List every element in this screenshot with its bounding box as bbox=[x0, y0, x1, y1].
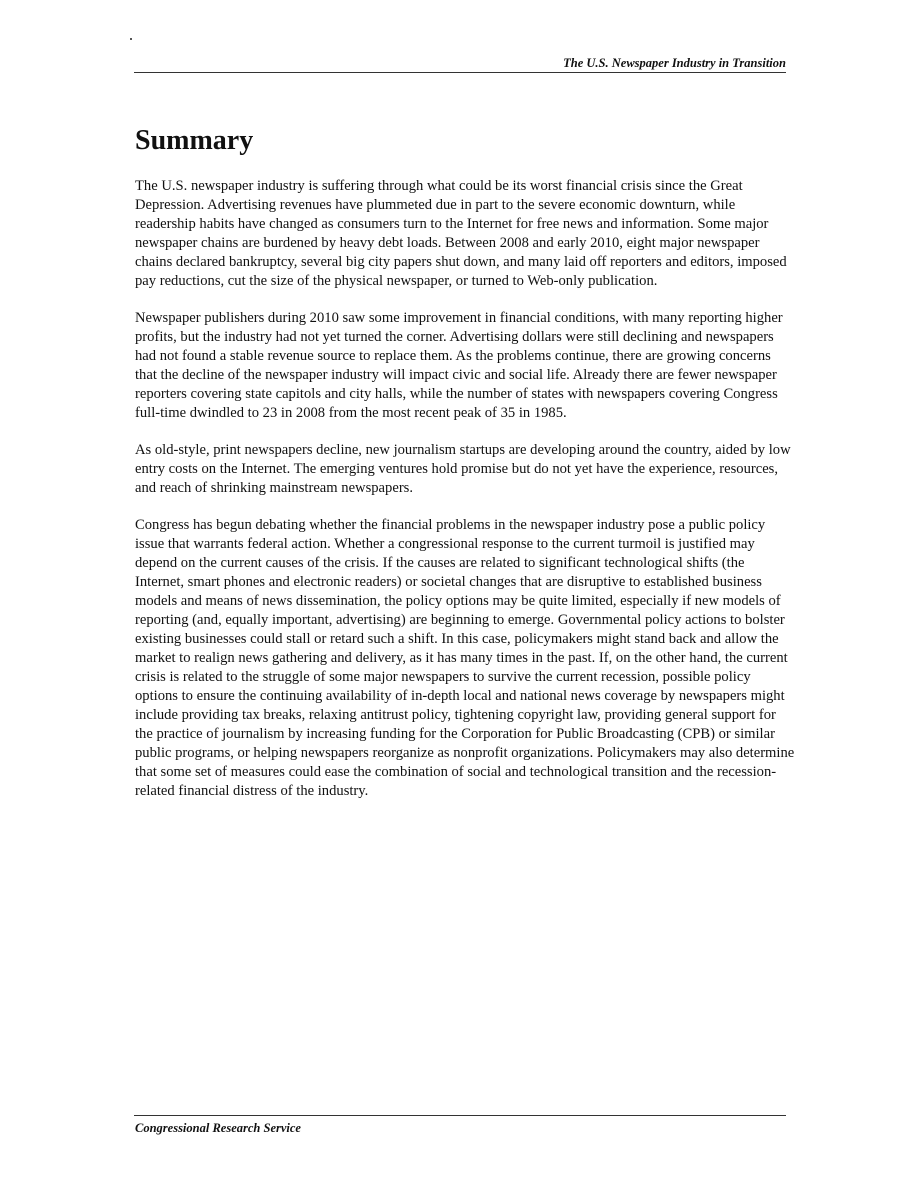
paragraph-2: Newspaper publishers during 2010 saw some improvement in financial conditions, with many reporting higher profits, but the industry had not yet turned the corner. Advertising dollars were still declining and newspapers had not found a stable revenue source to replace them. As the problems continue, there are growing concerns that the decline of the newspaper industry will impact civic and social life. Already there are fewer newspaper reporters covering state capitols and city halls, while the number of states with newspapers covering Congress full-time dwindled to 23 in 2008 from the most recent peak of 35 in 1985. bbox=[135, 310, 783, 421]
running-header: The U.S. Newspaper Industry in Transition bbox=[563, 56, 786, 70]
paragraph-3: As old-style, print newspapers decline, new journalism startups are developing around the country, aided by low entry costs on the Internet. The emerging ventures hold promise but do not yet have the experience, resources, and reach of shrinking mainstream newspapers. bbox=[135, 442, 791, 496]
header-dot-mark bbox=[130, 38, 132, 40]
header-rule bbox=[134, 72, 786, 73]
footer-organization: Congressional Research Service bbox=[135, 1121, 301, 1135]
paragraph-4: Congress has begun debating whether the financial problems in the newspaper industry pose a public policy issue that warrants federal action. Whether a congressional response to the current turmoil is justified may depend on the current causes of the crisis. If the causes are related to significant technological shifts (the Internet, smart phones and electronic readers) or societal changes that are disruptive to established business models and means of news dissemination, the policy options may be quite limited, especially if new models of reporting (and, equally important, advertising) are beginning to emerge. Governmental policy actions to bolster existing businesses could stall or retard such a shift. In this case, policymakers might stand back and allow the market to realign news gathering and delivery, as it has many times in the past. If, on the other hand, the current crisis is related to the struggle of some major newspapers to survive the current recession, possible policy options to ensure the continuing availability of in-depth local and national news coverage by newspapers might include providing tax breaks, relaxing antitrust policy, tightening copyright law, providing general support for the practice of journalism by increasing funding for the Corporation for Public Broadcasting (CPB) or similar public programs, or helping newspapers reorganize as nonprofit organizations. Policymakers may also determine that some set of measures could ease the combination of social and technological transition and the recession-related financial distress of the industry. bbox=[135, 517, 795, 799]
page-title: Summary bbox=[135, 125, 254, 156]
footer-rule bbox=[134, 1115, 786, 1116]
paragraph-1: The U.S. newspaper industry is suffering through what could be its worst financial crisis since the Great Depression. Advertising revenues have plummeted due in part to the severe economic downturn, while readership habits have changed as consumers turn to the Internet for free news and information. Some major newspaper chains are burdened by heavy debt loads. Between 2008 and early 2010, eight major newspaper chains declared bankruptcy, several big city papers shut down, and many laid off reporters and editors, imposed pay reductions, cut the size of the physical newspaper, or turned to Web-only publication. bbox=[135, 178, 787, 289]
summary-body bbox=[135, 177, 795, 819]
